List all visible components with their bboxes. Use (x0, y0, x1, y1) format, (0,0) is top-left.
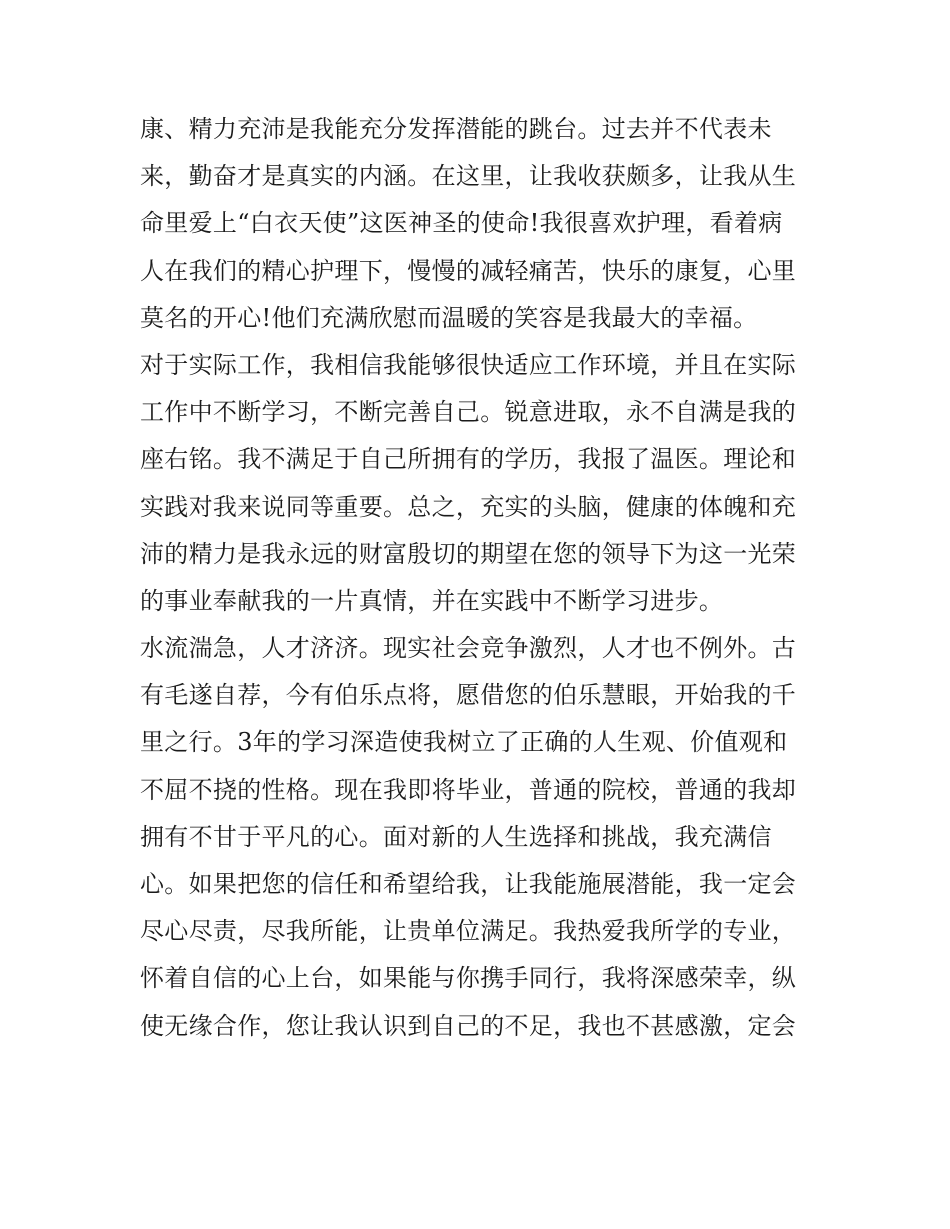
text-line: 的事业奉献我的一片真情，并在实践中不断学习进步。 (140, 586, 724, 615)
paragraph-3 (140, 625, 820, 1050)
paragraph-2 (140, 342, 820, 625)
text-line: 有毛遂自荐，今有伯乐点将，愿借您的伯乐慧眼，开始我的千 (140, 681, 797, 710)
text-line: 莫名的开心!他们充满欣慰而温暖的笑容是我最大的幸福。 (140, 303, 758, 332)
text-line: 里之行。3年的学习深造使我树立了正确的人生观、价值观和 (140, 728, 788, 757)
text-line: 尽心尽责，尽我所能，让贵单位满足。我热爱我所学的专业， (140, 917, 797, 946)
text-line: 工作中不断学习，不断完善自己。锐意进取，永不自满是我的 (140, 398, 797, 427)
text-line: 不屈不挠的性格。现在我即将毕业，普通的院校，普通的我却 (140, 775, 797, 804)
text-line: 命里爱上“白衣天使”这医神圣的使命!我很喜欢护理，看着病 (140, 209, 783, 238)
text-line: 人在我们的精心护理下，慢慢的减轻痛苦，快乐的康复，心里 (140, 256, 797, 285)
text-line: 来，勤奋才是真实的内涵。在这里，让我收获颇多，让我从生 (140, 162, 797, 191)
text-line: 康、精力充沛是我能充分发挥潜能的跳台。过去并不代表未 (140, 115, 772, 143)
text-line: 使无缘合作，您让我认识到自己的不足，我也不甚感激，定会 (140, 1011, 797, 1040)
text-line: 怀着自信的心上台，如果能与你携手同行，我将深感荣幸，纵 (140, 964, 797, 993)
text-line: 对于实际工作，我相信我能够很快适应工作环境，并且在实际 (140, 350, 797, 379)
text-line: 拥有不甘于平凡的心。面对新的人生选择和挑战，我充满信 (140, 822, 772, 851)
text-line: 水流湍急，人才济济。现实社会竞争激烈，人才也不例外。古 (140, 634, 797, 663)
text-line: 沛的精力是我永远的财富殷切的期望在您的领导下为这一光荣 (140, 539, 797, 568)
text-line: 座右铭。我不满足于自己所拥有的学历，我报了温医。理论和 (140, 445, 797, 474)
text-line: 实践对我来说同等重要。总之，充实的头脑，健康的体魄和充 (140, 492, 797, 521)
text-line: 心。如果把您的信任和希望给我，让我能施展潜能，我一定会 (140, 870, 797, 898)
document-body (140, 106, 820, 1050)
paragraph-1 (140, 106, 820, 342)
